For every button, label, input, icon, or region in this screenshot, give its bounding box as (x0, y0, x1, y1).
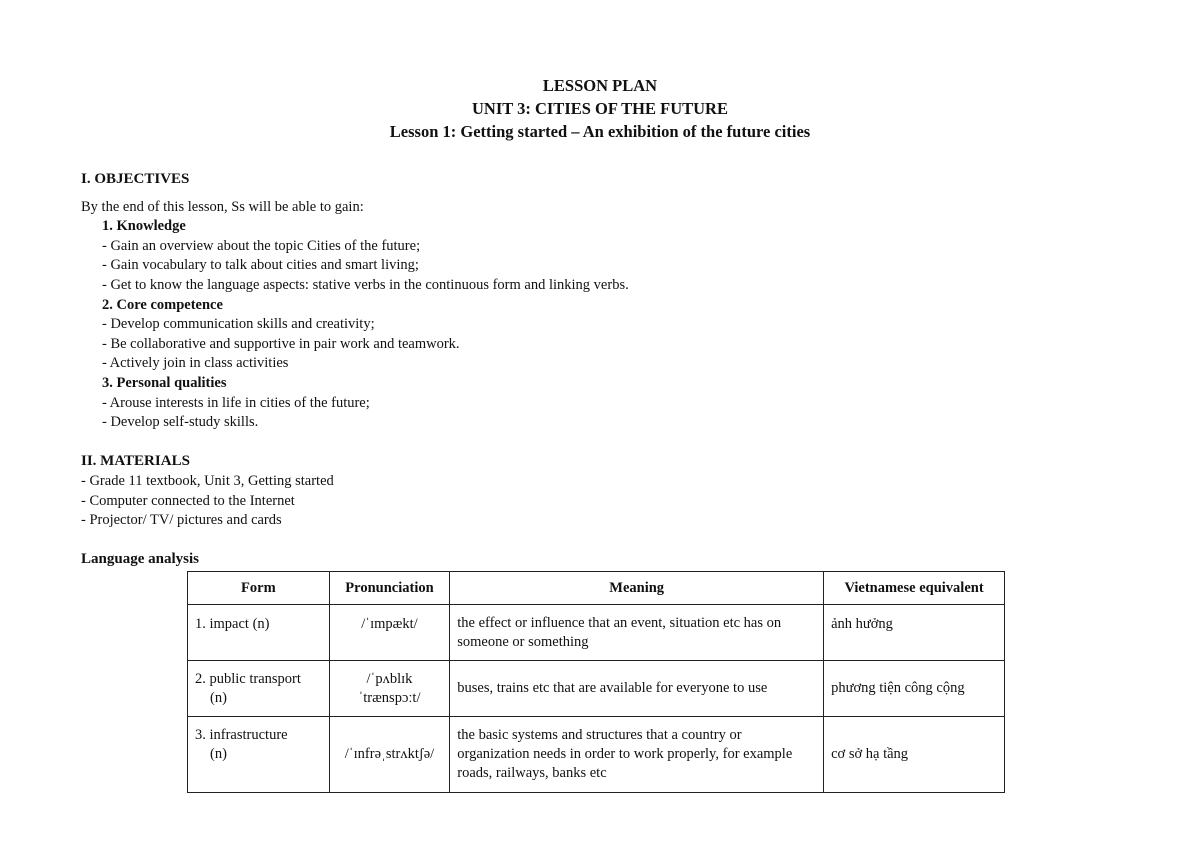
column-header-meaning: Meaning (450, 572, 824, 605)
personal-qualities-item: - Arouse interests in life in cities of the future; (102, 394, 370, 411)
column-header-pronunciation: Pronunciation (329, 572, 450, 605)
materials-title: II. MATERIALS (81, 453, 190, 470)
knowledge-section (81, 217, 1121, 433)
core-competence-item: - Be collaborative and supportive in pair work and teamwork. (102, 335, 460, 352)
vietnamese-cell: phương tiện công cộng (824, 661, 1005, 717)
materials-item: - Projector/ TV/ pictures and cards (81, 512, 282, 529)
lesson-header (0, 74, 1200, 143)
vietnamese-cell: cơ sở hạ tầng (824, 717, 1005, 793)
vietnamese-cell: ảnh hưởng (824, 605, 1005, 661)
table-row (188, 717, 1005, 793)
table-row (188, 661, 1005, 717)
header-unit-title: UNIT 3: CITIES OF THE FUTURE (472, 99, 728, 118)
pronunciation-cell: /ˈɪmpækt/ (329, 605, 450, 661)
personal-qualities-item: - Develop self-study skills. (102, 414, 259, 431)
knowledge-item: - Get to know the language aspects: stative verbs in the continuous form and linking verbs. (102, 276, 629, 293)
language-analysis-table (187, 571, 1005, 793)
objectives-title: I. OBJECTIVES (81, 171, 190, 187)
header-lesson-title: Lesson 1: Getting started – An exhibition of the future cities (389, 122, 811, 141)
knowledge-item: - Gain an overview about the topic Cities of the future; (102, 237, 421, 254)
form-cell: 1. impact (n) (188, 605, 330, 661)
form-cell: 3. infrastructure (n) (188, 717, 330, 793)
table-row (188, 605, 1005, 661)
table-header-row (188, 572, 1005, 605)
meaning-cell: buses, trains etc that are available for everyone to use (450, 661, 824, 717)
meaning-cell: the basic systems and structures that a country or organization needs in order to work properly, for example roads, railways, banks etc (450, 717, 824, 793)
pronunciation-cell: /ˈɪnfrəˌstrʌktʃə/ (329, 717, 450, 793)
column-header-vietnamese: Vietnamese equivalent (824, 572, 1005, 605)
knowledge-heading: 1. Knowledge (102, 218, 186, 235)
materials-item: - Computer connected to the Internet (81, 492, 295, 509)
pronunciation-cell: /ˈpʌblɪk ˈtrænspɔːt/ (329, 661, 450, 717)
objectives-intro: By the end of this lesson, Ss will be able to gain: (81, 198, 364, 215)
core-competence-item: - Actively join in class activities (102, 355, 289, 372)
meaning-cell: the effect or influence that an event, situation etc has on someone or something (450, 605, 824, 661)
core-competence-item: - Develop communication skills and creativity; (102, 316, 375, 333)
header-lesson-plan: LESSON PLAN (542, 76, 658, 95)
core-competence-heading: 2. Core competence (102, 296, 223, 313)
column-header-form: Form (188, 572, 330, 605)
personal-qualities-heading: 3. Personal qualities (102, 374, 227, 391)
form-cell: 2. public transport (n) (188, 661, 330, 717)
lesson-body (81, 170, 1121, 570)
language-analysis-title: Language analysis (81, 551, 199, 568)
knowledge-item: - Gain vocabulary to talk about cities and smart living; (102, 257, 419, 274)
materials-item: - Grade 11 textbook, Unit 3, Getting started (81, 472, 334, 489)
